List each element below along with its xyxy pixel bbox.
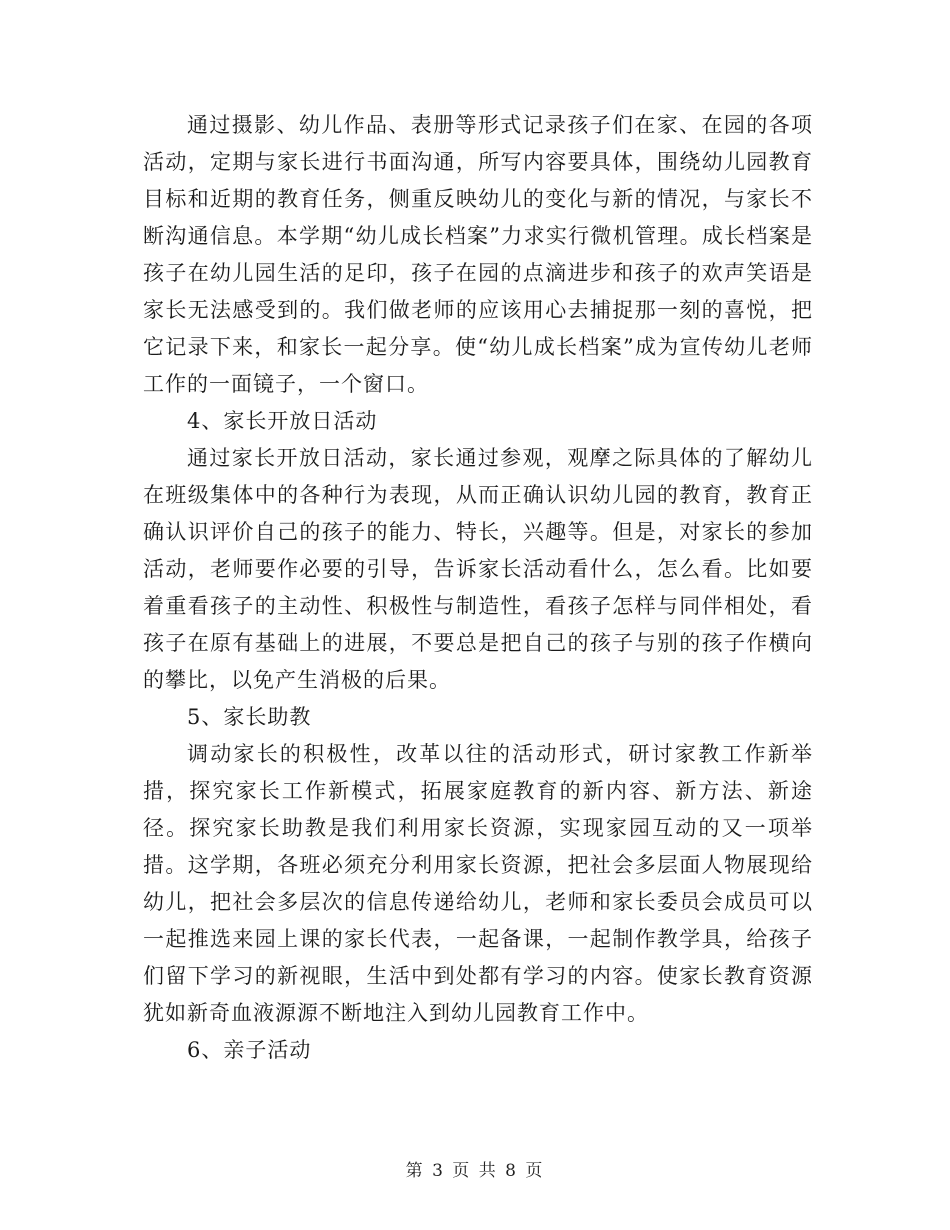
section-heading-parent-assistant: 5、家长助教 — [187, 705, 312, 729]
document-body — [143, 107, 813, 1069]
section-heading-open-day: 4、家长开放日活动 — [187, 409, 378, 433]
paragraph-archive-records: 通过摄影、幼儿作品、表册等形式记录孩子们在家、在园的各项活动，定期与家长进行书面沟通，所写内容要具体，围绕幼儿园教育目标和近期的教育任务，侧重反映幼儿的变化与新的情况，与家长不断沟通信息。本学期“幼儿成长档案”力求实行微机管理。成长档案是孩子在幼儿园生活的足印，孩子在园的点滴进步和孩子的欢声笑语是家长无法感受到的。我们做老师的应该用心去捕捉那一刻的喜悦，把它记录下来，和家长一起分享。使“幼儿成长档案”成为宣传幼儿老师工作的一面镜子，一个窗口。 — [143, 113, 813, 396]
section-heading-parent-child: 6、亲子活动 — [187, 1038, 312, 1062]
paragraph-open-day: 通过家长开放日活动，家长通过参观，观摩之际具体的了解幼儿在班级集体中的各种行为表现，从而正确认识幼儿园的教育，教育正确认识评价自己的孩子的能力、特长，兴趣等。但是，对家长的参加活动，老师要作必要的引导，告诉家长活动看什么，怎么看。比如要着重看孩子的主动性、积极性与制造性，看孩子怎样与同伴相处，看孩子在原有基础上的进展，不要总是把自己的孩子与别的孩子作横向的攀比，以免产生消极的后果。 — [143, 446, 813, 692]
paragraph-parent-assistant: 调动家长的积极性，改革以往的活动形式，研讨家教工作新举措，探究家长工作新模式，拓展家庭教育的新内容、新方法、新途径。探究家长助教是我们利用家长资源，实现家园互动的又一项举措。这学期，各班必须充分利用家长资源，把社会多层面人物展现给幼儿，把社会多层次的信息传递给幼儿，老师和家长委员会成员可以一起推选来园上课的家长代表，一起备课，一起制作教学具，给孩子们留下学习的新视眼，生活中到处都有学习的内容。使家长教育资源犹如新奇血液源源不断地注入到幼儿园教育工作中。 — [143, 742, 813, 1025]
page-number-footer: 第 3 页 共 8 页 — [405, 1161, 545, 1181]
